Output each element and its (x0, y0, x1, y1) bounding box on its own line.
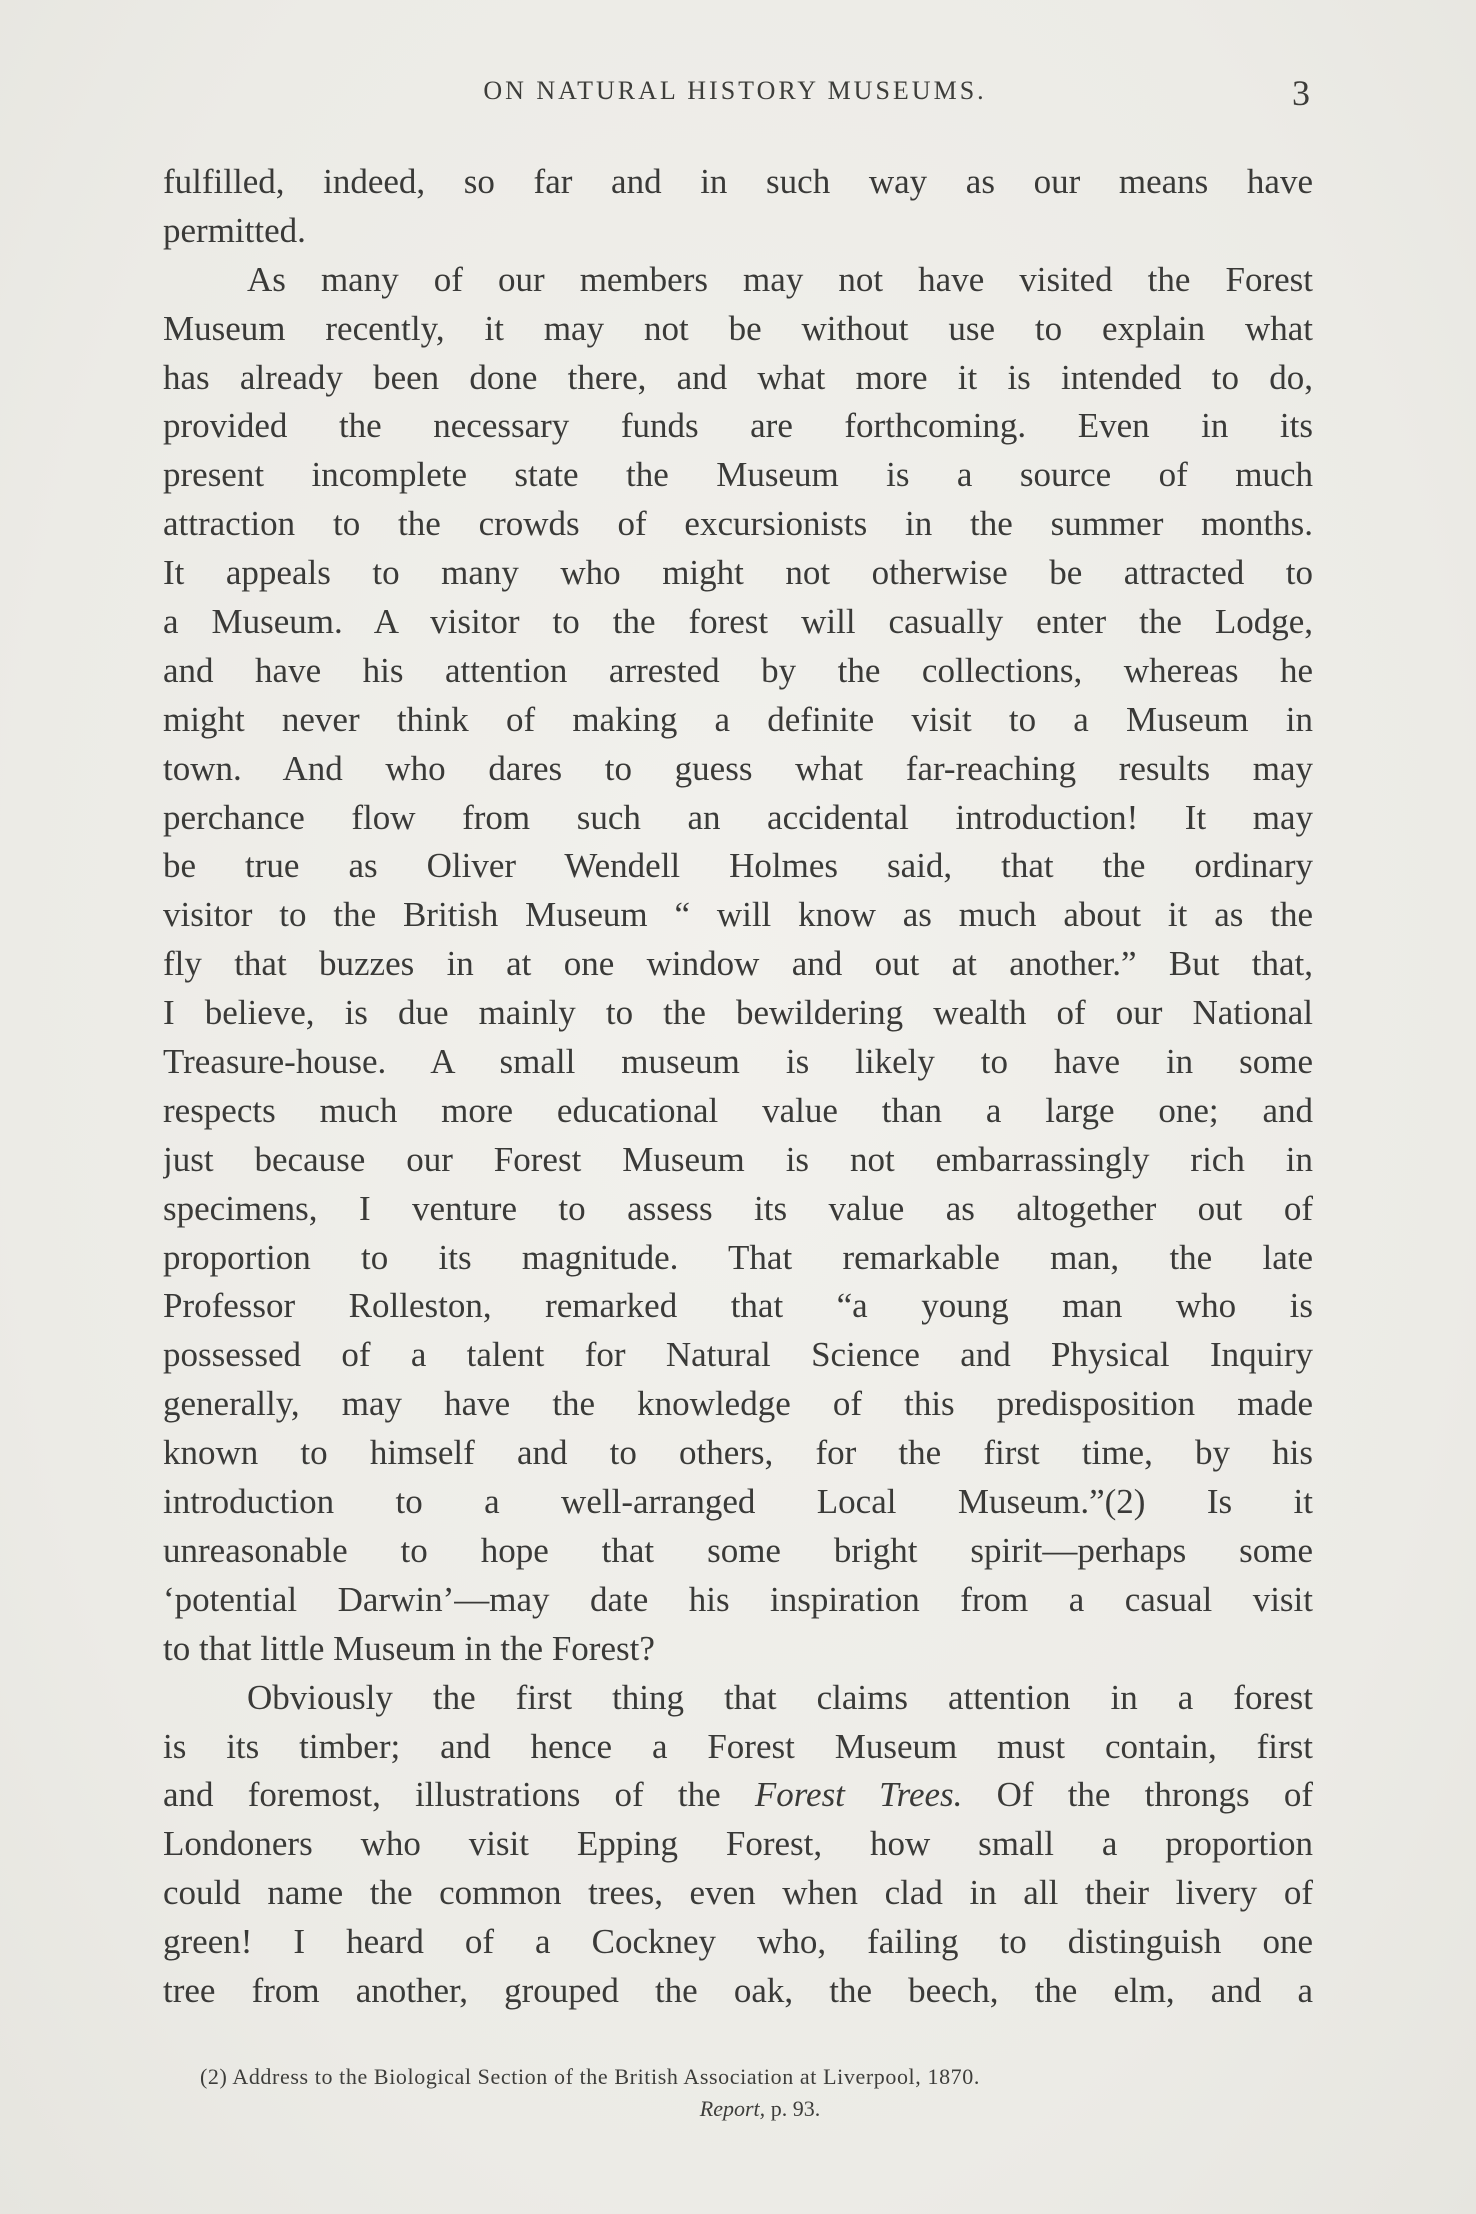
text-line: to that little Museum in the Forest? (163, 1628, 655, 1668)
text-line: perchance flow from such an accidental introduction! It may (163, 797, 1313, 837)
text-line: be true as Oliver Wendell Holmes said, that the ordinary (163, 846, 1313, 886)
text-line: Professor Rolleston, remarked that “a young man who is (163, 1286, 1313, 1326)
text-line: proportion to its magnitude. That remarkable man, the late (163, 1237, 1313, 1277)
text-line: fly that buzzes in at one window and out at another.” But that, (163, 944, 1313, 984)
text-line: just because our Forest Museum is not embarrassingly rich in (163, 1139, 1313, 1179)
footnote-page-ref: p. 93. (765, 2096, 821, 2121)
text-line: I believe, is due mainly to the bewildering wealth of our National (163, 993, 1313, 1033)
text-line: known to himself and to others, for the first time, by his (163, 1433, 1313, 1473)
text-line: has already been done there, and what more it is intended to do, (163, 357, 1313, 397)
text-line: is its timber; and hence a Forest Museum must contain, first (163, 1726, 1313, 1766)
footnote-report-label: Report, (699, 2096, 766, 2121)
text-line: Museum recently, it may not be without use to explain what (163, 308, 1313, 348)
text-line: It appeals to many who might not otherwise be attracted to (163, 553, 1313, 593)
footnote-text: (2) Address to the Biological Section of the British Association at Liverpool, 1870. (200, 2064, 980, 2089)
text-line: visitor to the British Museum “ will know as much about it as the (163, 895, 1313, 935)
text-line: As many of our members may not have visited the Forest (247, 259, 1313, 299)
text-line (163, 1771, 1313, 1820)
text-line: might never think of making a definite visit to a Museum in (163, 699, 1313, 739)
text-line: a Museum. A visitor to the forest will casually enter the Lodge, (163, 602, 1313, 642)
text-line: Londoners who visit Epping Forest, how small a proportion (163, 1824, 1313, 1864)
text-line: fulfilled, indeed, so far and in such way as our means have (163, 162, 1313, 201)
text-segment: and foremost, illustrations of the (163, 1775, 721, 1815)
italic-phrase: Forest Trees. (754, 1775, 963, 1815)
text-line: specimens, I venture to assess its value as altogether out of (163, 1188, 1313, 1228)
text-line: permitted. (163, 210, 306, 250)
text-line: tree from another, grouped the oak, the beech, the elm, and a (163, 1970, 1313, 2010)
text-line: green! I heard of a Cockney who, failing to distinguish one (163, 1922, 1313, 1962)
text-line: possessed of a talent for Natural Science and Physical Inquiry (163, 1335, 1313, 1375)
body-text (163, 158, 1313, 2016)
text-line: Treasure-house. A small museum is likely to have in some (163, 1042, 1313, 1082)
page-number: 3 (1292, 73, 1310, 113)
text-line: unreasonable to hope that some bright spirit—perhaps some (163, 1530, 1313, 1570)
text-line: present incomplete state the Museum is a source of much (163, 455, 1313, 495)
footnote-reference (200, 2093, 1320, 2125)
text-line: ‘potential Darwin’—may date his inspiration from a casual visit (163, 1579, 1313, 1619)
running-title: ON NATURAL HISTORY MUSEUMS. (483, 76, 987, 105)
text-line: generally, may have the knowledge of this predisposition made (163, 1384, 1313, 1424)
text-line: introduction to a well-arranged Local Museum.”(2) Is it (163, 1482, 1313, 1522)
text-line: attraction to the crowds of excursionists in the summer months. (163, 504, 1313, 544)
text-line: town. And who dares to guess what far-reaching results may (163, 748, 1313, 788)
footnote (200, 2061, 1320, 2125)
text-line: Obviously the first thing that claims attention in a forest (247, 1677, 1313, 1717)
text-segment: Of the throngs of (962, 1775, 1313, 1815)
text-line: provided the necessary funds are forthcoming. Even in its (163, 406, 1313, 446)
running-head (160, 73, 1310, 116)
text-line: could name the common trees, even when clad in all their livery of (163, 1873, 1313, 1913)
text-line: and have his attention arrested by the collections, whereas he (163, 650, 1313, 690)
text-line: respects much more educational value than a large one; and (163, 1090, 1313, 1130)
